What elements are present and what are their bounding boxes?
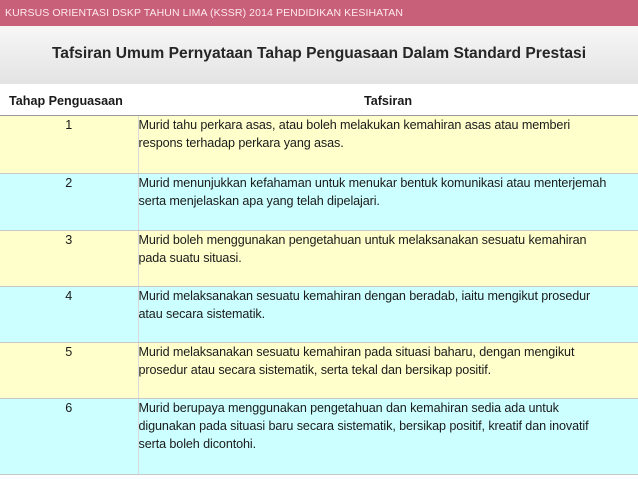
interpretation-line: prosedur atau secara sistematik, serta tekal dan bersikap positif.	[138, 363, 492, 377]
level-cell: 2	[0, 174, 138, 231]
table-row	[0, 174, 638, 231]
interpretation-cell	[138, 343, 638, 399]
table-row	[0, 399, 638, 475]
interpretation-line: Murid boleh menggunakan pengetahuan untuk melaksanakan sesuatu kemahiran	[138, 233, 587, 247]
interpretation-line: Murid berupaya menggunakan pengetahuan dan kemahiran sedia ada untuk	[138, 401, 559, 415]
mastery-table	[0, 87, 638, 475]
title-band	[0, 26, 638, 84]
table-row	[0, 287, 638, 343]
table-header-row	[0, 87, 638, 116]
interpretation-line: pada suatu situasi.	[138, 251, 242, 265]
interpretation-line: serta boleh dicontohi.	[138, 437, 257, 451]
interpretation-line: Murid tahu perkara asas, atau boleh melakukan kemahiran asas atau memberi	[138, 118, 571, 132]
table-row	[0, 343, 638, 399]
level-cell: 1	[0, 116, 138, 174]
interpretation-line: digunakan pada situasi baru secara sistematik, bersikap positif, kreatif dan inovatif	[138, 419, 589, 433]
interpretation-line: serta menjelaskan apa yang telah dipelajari.	[138, 194, 380, 208]
level-cell: 3	[0, 231, 138, 287]
table-row	[0, 116, 638, 174]
level-cell: 4	[0, 287, 138, 343]
course-label: KURSUS ORIENTASI DSKP TAHUN LIMA (KSSR) 2014 PENDIDIKAN KESIHATAN	[5, 7, 404, 19]
interpretation-line: Murid melaksanakan sesuatu kemahiran pada situasi baharu, dengan mengikut	[138, 345, 575, 359]
page-title: Tafsiran Umum Pernyataan Tahap Penguasaan Dalam Standard Prestasi	[51, 45, 587, 62]
interpretation-line: atau secara sistematik.	[138, 307, 265, 321]
interpretation-cell	[138, 399, 638, 475]
interpretation-line: Murid melaksanakan sesuatu kemahiran dengan beradab, iaitu mengikut prosedur	[138, 289, 591, 303]
interpretation-line: Murid menunjukkan kefahaman untuk menukar bentuk komunikasi atau menterjemah	[138, 176, 607, 190]
interpretation-cell	[138, 231, 638, 287]
column-header-level: Tahap Penguasaan	[0, 87, 138, 116]
interpretation-cell	[138, 116, 638, 174]
course-banner	[0, 0, 638, 26]
interpretation-line: respons terhadap perkara yang asas.	[138, 136, 344, 150]
interpretation-cell	[138, 287, 638, 343]
level-cell: 6	[0, 399, 138, 475]
level-cell: 5	[0, 343, 138, 399]
table-row	[0, 231, 638, 287]
interpretation-cell	[138, 174, 638, 231]
column-header-interpretation: Tafsiran	[138, 87, 638, 116]
